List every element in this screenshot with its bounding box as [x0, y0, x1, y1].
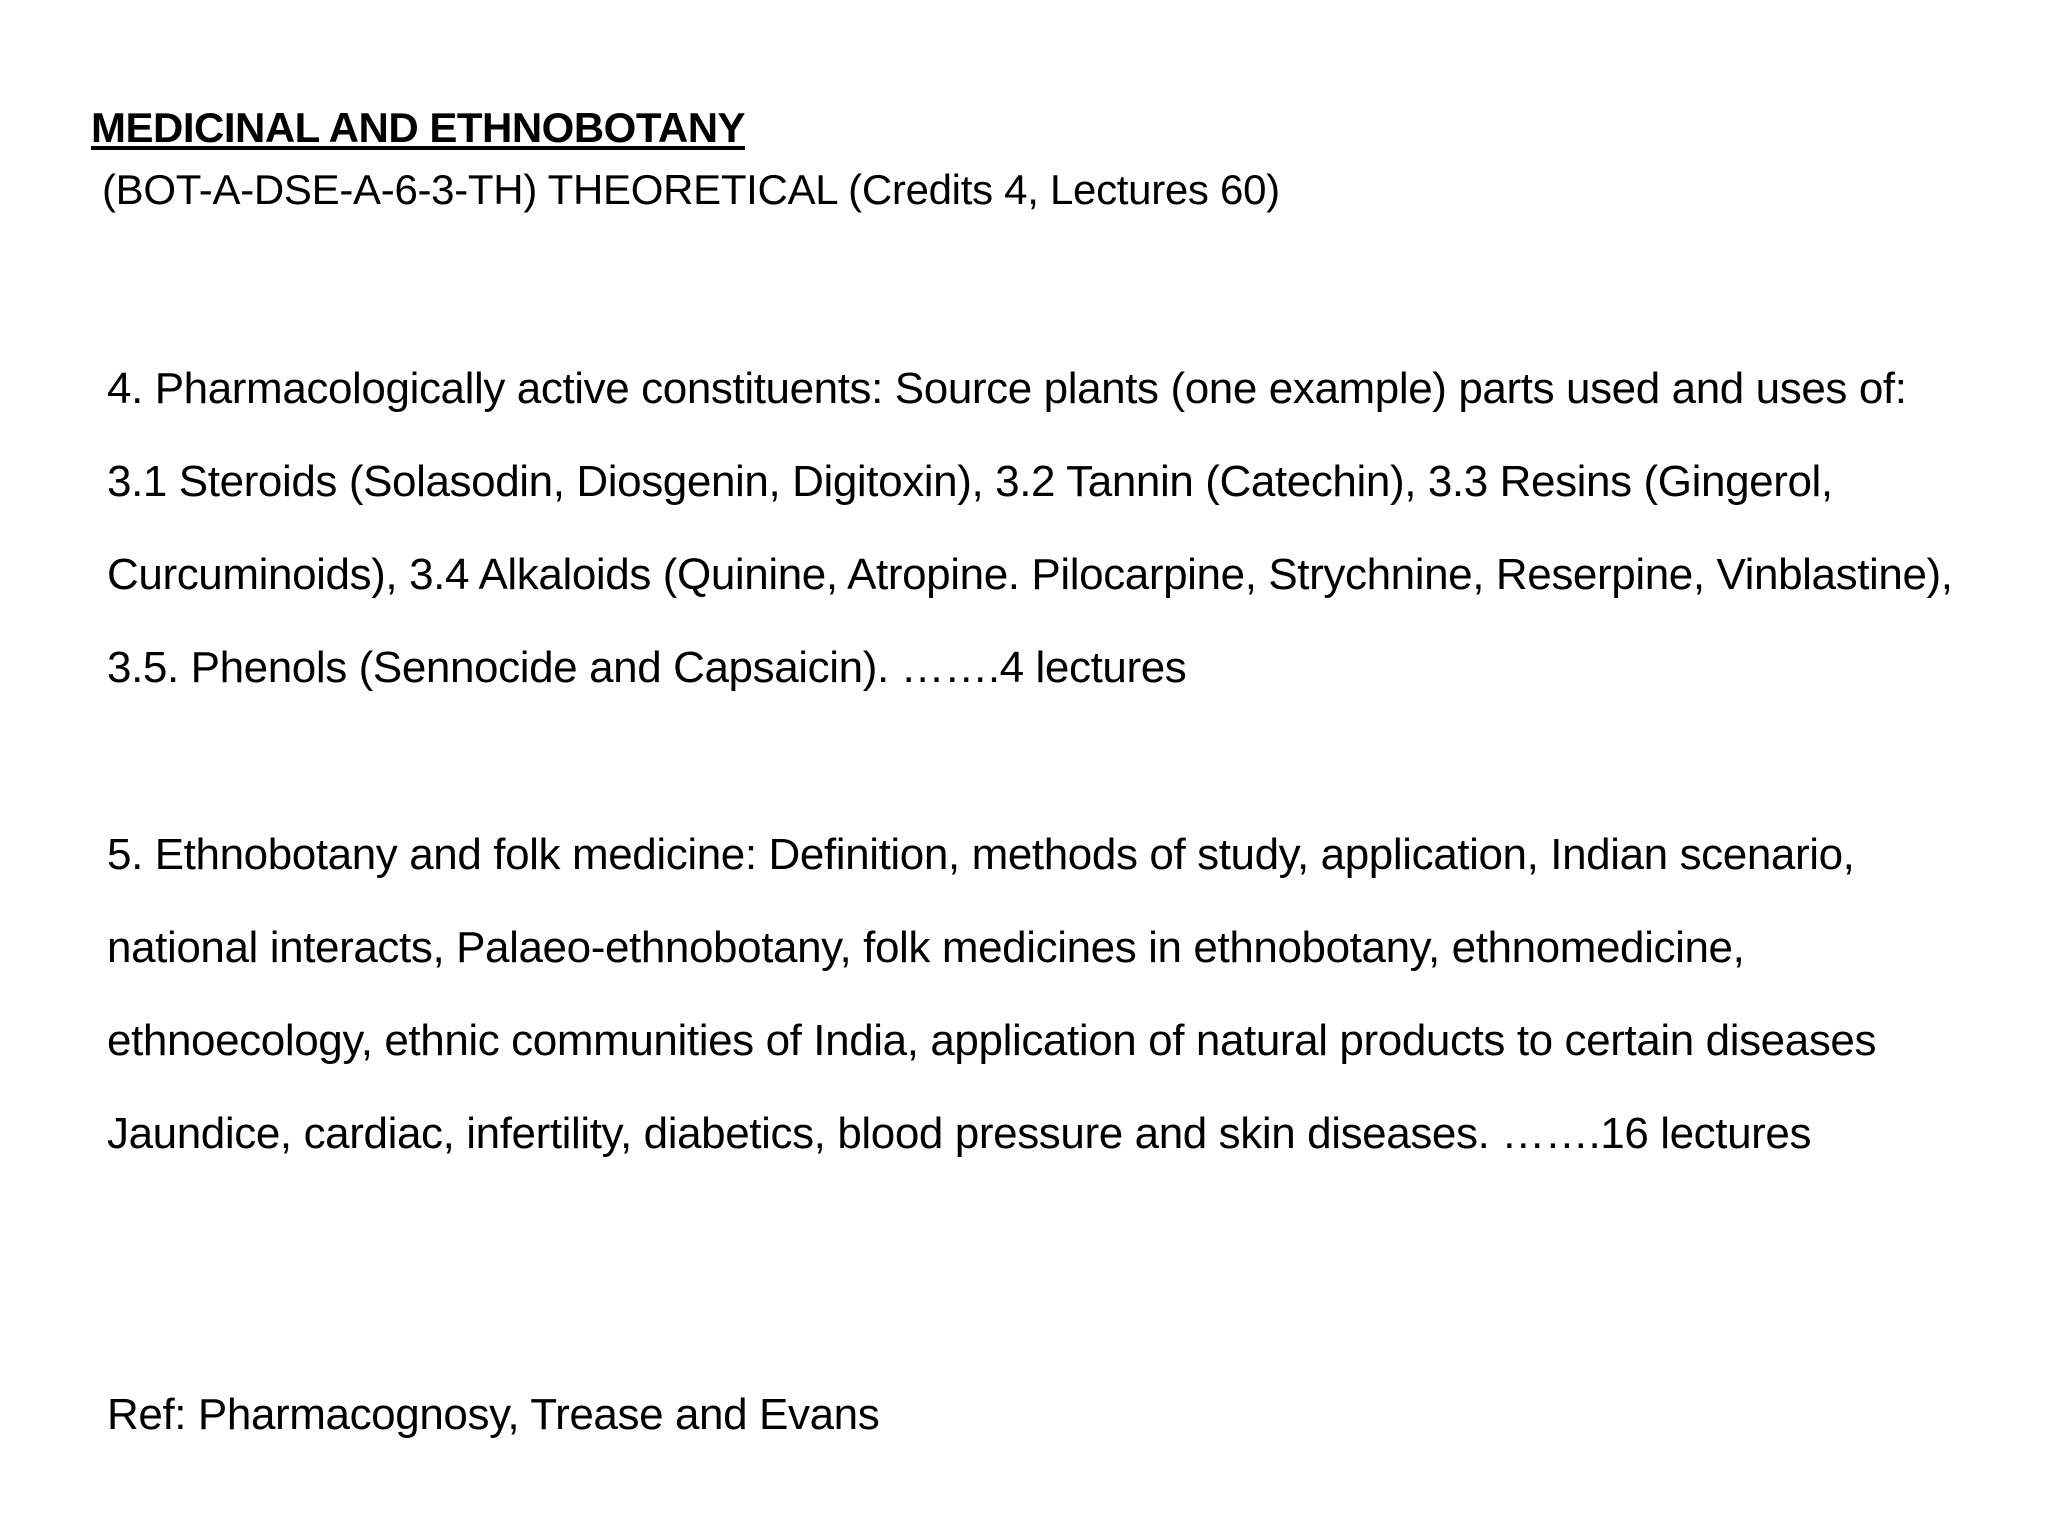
page-title: MEDICINAL AND ETHNOBOTANY — [91, 104, 746, 151]
section-5-paragraph: 5. Ethnobotany and folk medicine: Definition, methods of study, application, Indian scenario, national interacts, Palaeo-ethnobotany, folk medicines in ethnobotany, ethnomedicine, ethnoecology, ethnic communities of India, application of natural products to certain diseases Jaundice, cardiac, infertility, diabetics, blood pressure and skin diseases. …….16 lectures — [107, 830, 1877, 1158]
course-code-subtitle: (BOT-A-DSE-A-6-3-TH) THEORETICAL (Credits 4, Lectures 60) — [102, 166, 1280, 213]
reference-line: Ref: Pharmacognosy, Trease and Evans — [107, 1390, 880, 1439]
section-4-paragraph: 4. Pharmacologically active constituents: Source plants (one example) parts used and uses of: 3.1 Steroids (Solasodin, Diosgenin, Digitoxin), 3.2 Tannin (Catechin), 3.3 Resins (Gingerol, Curcuminoids), 3.4 Alkaloids (Quinine, Atropine. Pilocarpine, Strychnine, Reserpine, Vinblastine), 3.5. Phenols (Sennocide and Capsaicin). …….4 lectures — [107, 364, 1953, 692]
